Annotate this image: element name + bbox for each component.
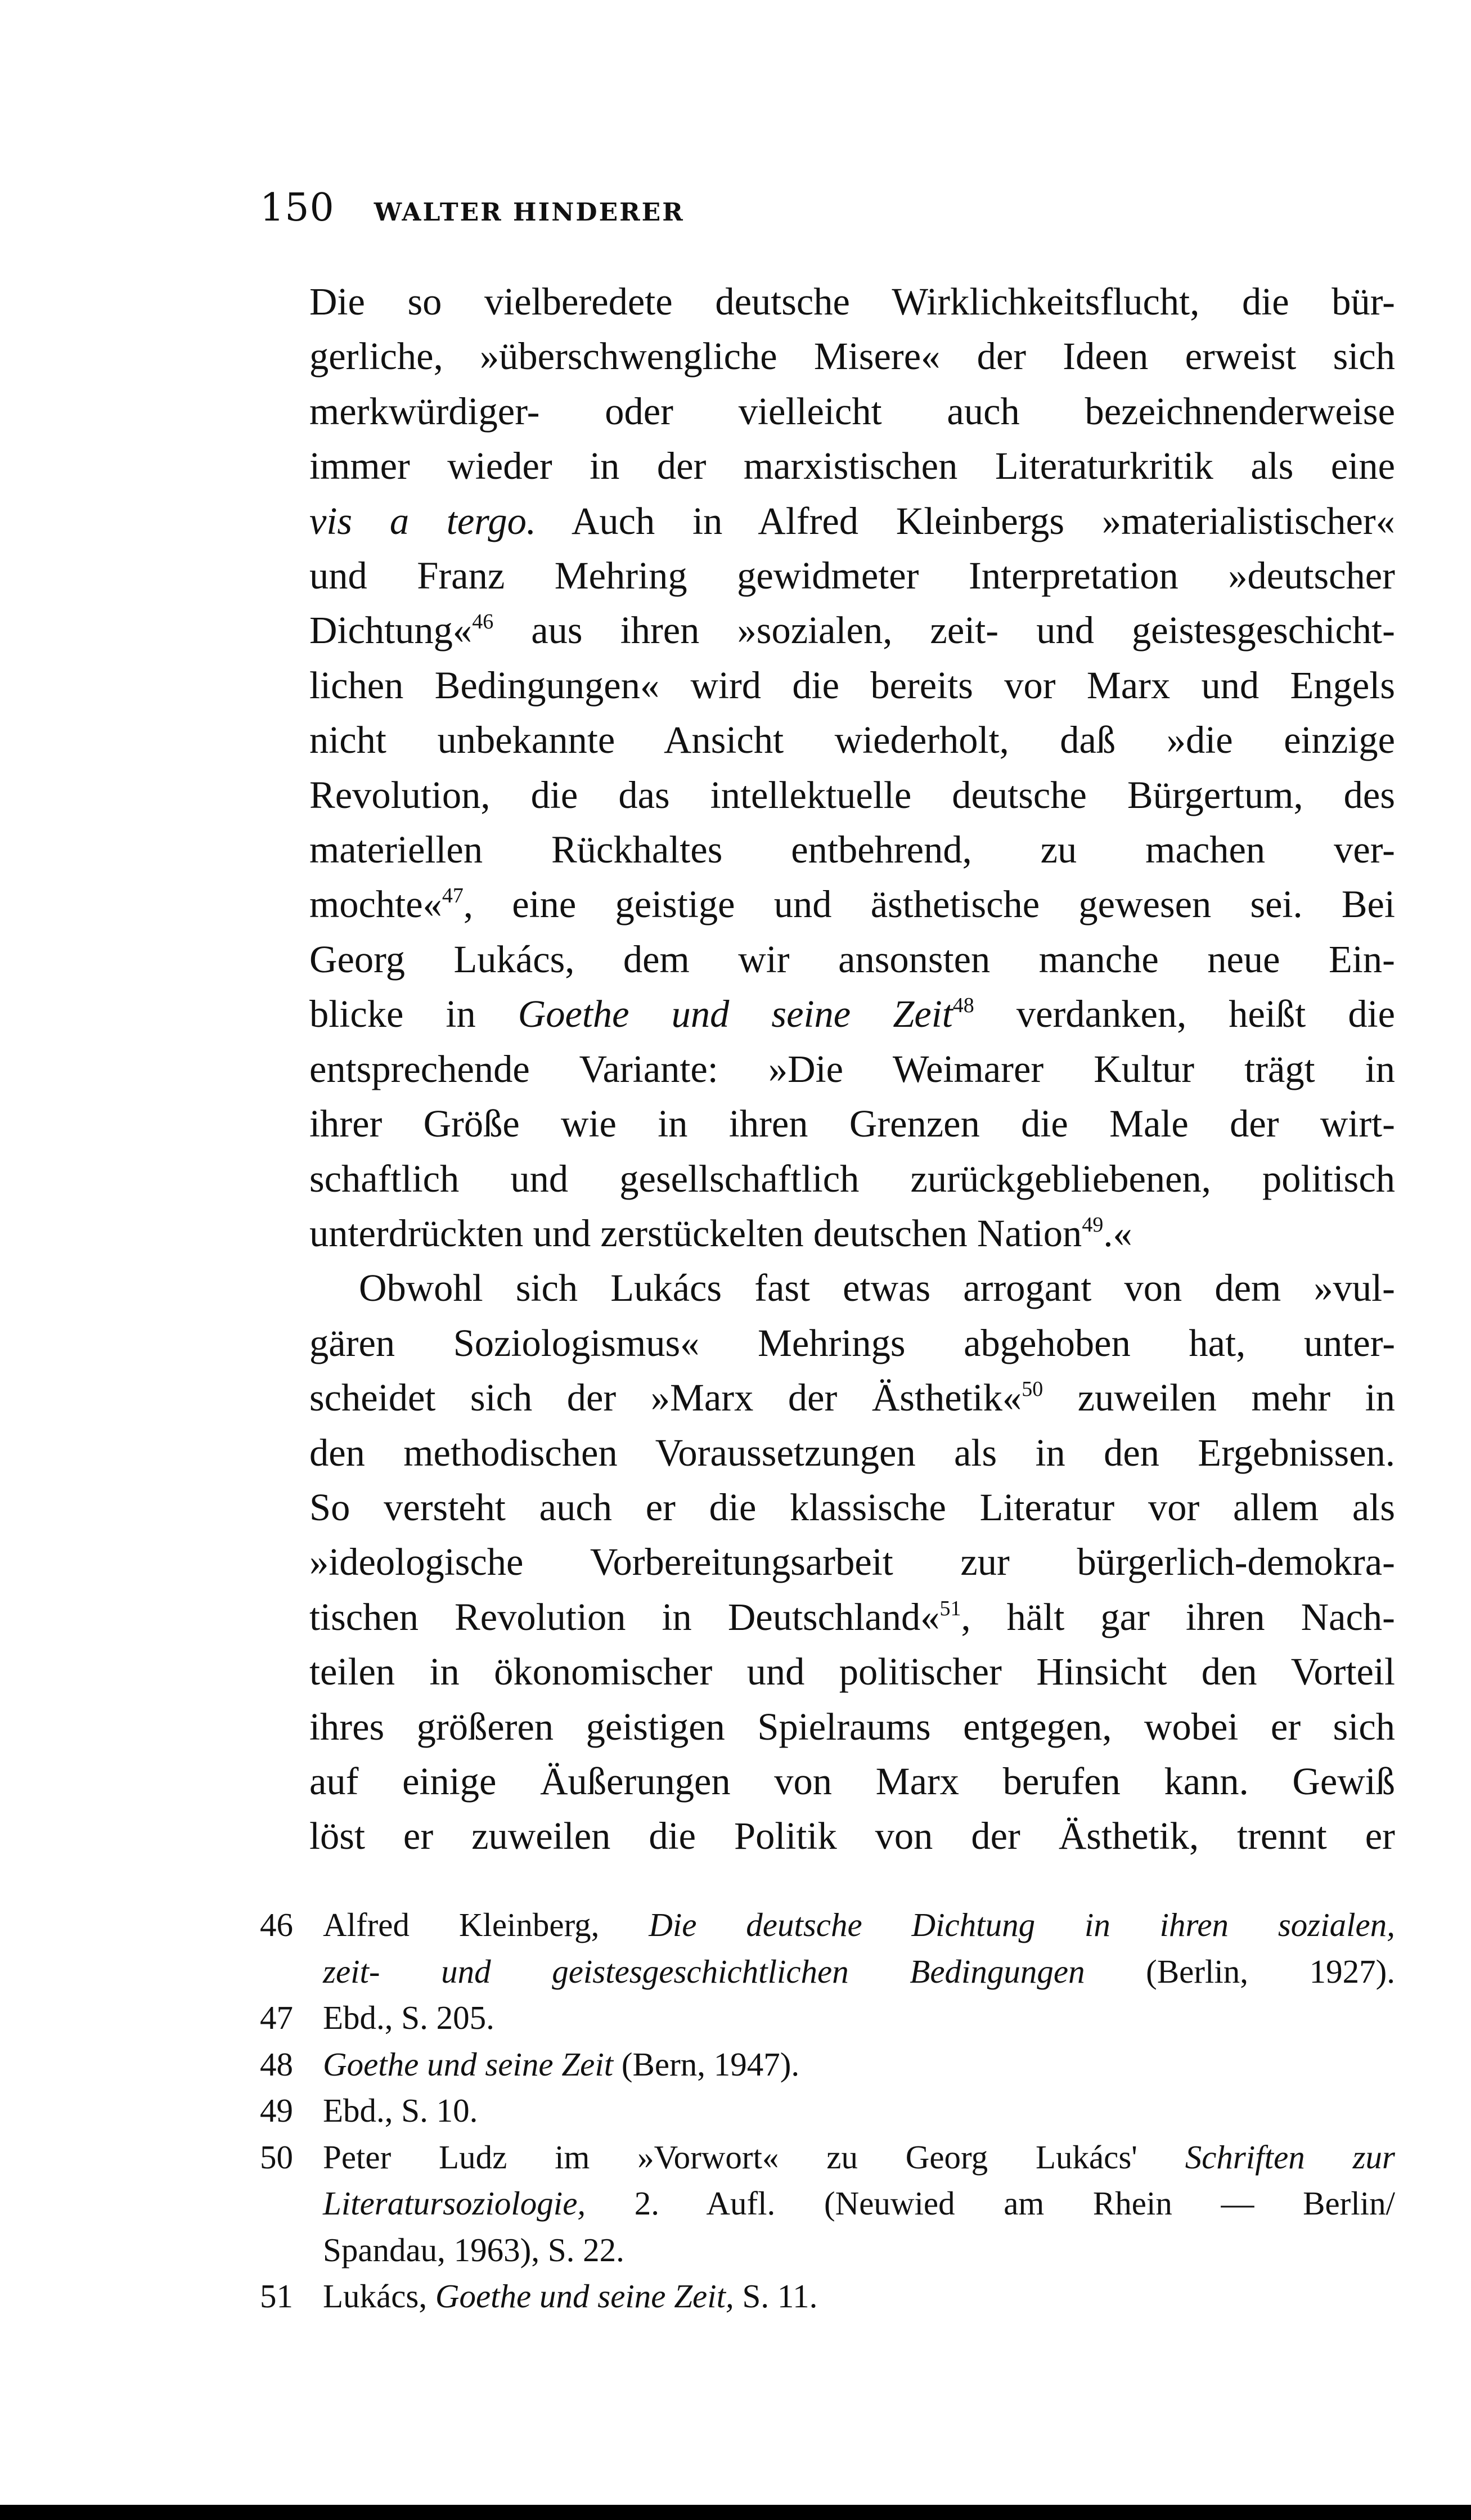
footnote-text: Lukács, Goethe und seine Zeit, S. 11. bbox=[323, 2278, 818, 2315]
text-line: gären Soziologismus« Mehrings abgehoben hat, unter- bbox=[309, 1321, 1395, 1364]
text-line: tischen Revolution in Deutschland«$^{51}$, hält gar ihren Nach- bbox=[309, 1595, 1395, 1638]
footnote-47 bbox=[260, 1995, 1395, 2041]
text-line: teilen in ökonomischer und politischer Hinsicht den Vorteil bbox=[309, 1650, 1395, 1694]
text-line: scheidet sich der »Marx der Ästhetik«$^{50}$ zuweilen mehr in bbox=[309, 1376, 1395, 1420]
text-line: den methodischen Voraussetzungen als in den Ergebnissen. bbox=[309, 1431, 1395, 1474]
text-line: gerliche, »überschwengliche Misere« der Ideen erweist sich bbox=[309, 335, 1395, 378]
footnote-number: 47 bbox=[260, 1999, 293, 2036]
text-line: Georg Lukács, dem wir ansonsten manche neue Ein- bbox=[309, 937, 1395, 981]
footnote-51 bbox=[260, 2273, 1395, 2320]
text-line: ihres größeren geistigen Spielraums entgegen, wobei er sich bbox=[309, 1705, 1395, 1748]
text-line: Dichtung«$^{46}$ aus ihren »sozialen, zeit- und geistesgeschicht- bbox=[309, 609, 1395, 652]
text-line: und Franz Mehring gewidmeter Interpretation »deutscher bbox=[309, 554, 1395, 598]
footnote-50 bbox=[260, 2134, 1395, 2274]
latin-phrase: vis a tergo. bbox=[309, 499, 536, 542]
footnote-ref-51: 51 bbox=[939, 1596, 961, 1620]
text-line: Revolution, die das intellektuelle deutsche Bürgertum, des bbox=[309, 773, 1395, 816]
footnote-text: Goethe und seine Zeit (Bern, 1947). bbox=[323, 2045, 800, 2083]
paragraph-2 bbox=[260, 1261, 1395, 1863]
text-line: entsprechende Variante: »Die Weimarer Kultur trägt in bbox=[309, 1047, 1395, 1090]
text-line: »ideologische Vorbereitungsarbeit zur bürgerlich-demokra- bbox=[309, 1540, 1395, 1584]
text-line: auf einige Äußerungen von Marx berufen kann. Gewiß bbox=[309, 1759, 1395, 1803]
text-line: merkwürdiger- oder vielleicht auch bezeichnenderweise bbox=[309, 389, 1395, 433]
footnote-49 bbox=[260, 2087, 1395, 2134]
text-line: Die so vielberedete deutsche Wirklichkeitsflucht, die bür- bbox=[309, 280, 1395, 323]
footnote-number: 51 bbox=[260, 2278, 293, 2315]
footnote-text: Ebd., S. 205. bbox=[323, 1999, 494, 2036]
text-line: immer wieder in der marxistischen Literaturkritik als eine bbox=[309, 444, 1395, 488]
text-line: unterdrückten und zerstückelten deutschen Nation$^{49}$.« bbox=[309, 1211, 1132, 1255]
scan-edge bbox=[0, 2505, 1471, 2520]
footnote-number: 49 bbox=[260, 2092, 293, 2129]
footnote-number: 46 bbox=[260, 1906, 293, 1943]
footnote-48 bbox=[260, 2041, 1395, 2088]
text-line: vis a tergo. Auch in Alfred Kleinbergs »materialistischer« bbox=[309, 499, 1395, 542]
footnote-ref-49: 49 bbox=[1082, 1212, 1104, 1237]
footnote-number: 48 bbox=[260, 2045, 293, 2083]
main-text bbox=[260, 275, 1395, 1864]
footnote-text: Peter Ludz im »Vorwort« zu Georg Lukács' Schriften zur Literatursoziologie, 2. Aufl. (Neuwied am Rhein — Berlin/ Spandau, 1963), S. 22. bbox=[323, 2138, 1395, 2269]
text-line: So versteht auch er die klassische Literatur vor allem als bbox=[309, 1485, 1395, 1529]
page-number: 150 bbox=[260, 186, 335, 230]
text-line: mochte«$^{47}$, eine geistige und ästhetische gewesen sei. Bei bbox=[309, 883, 1395, 926]
text-line: schaftlich und gesellschaftlich zurückgebliebenen, politisch bbox=[309, 1157, 1395, 1200]
footnote-text: Alfred Kleinberg, Die deutsche Dichtung in ihren sozialen, zeit- und geistesgeschichtlichen Bedingungen (Berlin, 1927). bbox=[323, 1906, 1395, 1990]
footnote-ref-47: 47 bbox=[442, 884, 464, 908]
text-line: nicht unbekannte Ansicht wiederholt, daß »die einzige bbox=[309, 718, 1395, 762]
running-head: WALTER HINDERER bbox=[374, 198, 685, 227]
text-line: blicke in Goethe und seine Zeit$^{48}$ verdanken, heißt die bbox=[309, 992, 1395, 1036]
footnote-46 bbox=[260, 1902, 1395, 1995]
footnotes bbox=[260, 1902, 1395, 2320]
footnote-ref-50: 50 bbox=[1022, 1377, 1043, 1402]
paragraph-1 bbox=[260, 275, 1395, 1261]
text-line: ihrer Größe wie in ihren Grenzen die Male der wirt- bbox=[309, 1102, 1395, 1146]
text-line: Obwohl sich Lukács fast etwas arrogant von dem »vul- bbox=[359, 1266, 1395, 1310]
text-line: löst er zuweilen die Politik von der Ästhetik, trennt er bbox=[309, 1814, 1395, 1858]
footnote-text: Ebd., S. 10. bbox=[323, 2092, 478, 2129]
footnote-number: 50 bbox=[260, 2138, 293, 2176]
text-line: materiellen Rückhaltes entbehrend, zu machen ver- bbox=[309, 828, 1395, 872]
text-line: lichen Bedingungen« wird die bereits vor Marx und Engels bbox=[309, 663, 1395, 707]
page-header bbox=[260, 186, 685, 236]
footnote-ref-46: 46 bbox=[472, 610, 494, 634]
footnote-ref-48: 48 bbox=[952, 994, 974, 1018]
book-title: Goethe und seine Zeit bbox=[518, 992, 953, 1036]
